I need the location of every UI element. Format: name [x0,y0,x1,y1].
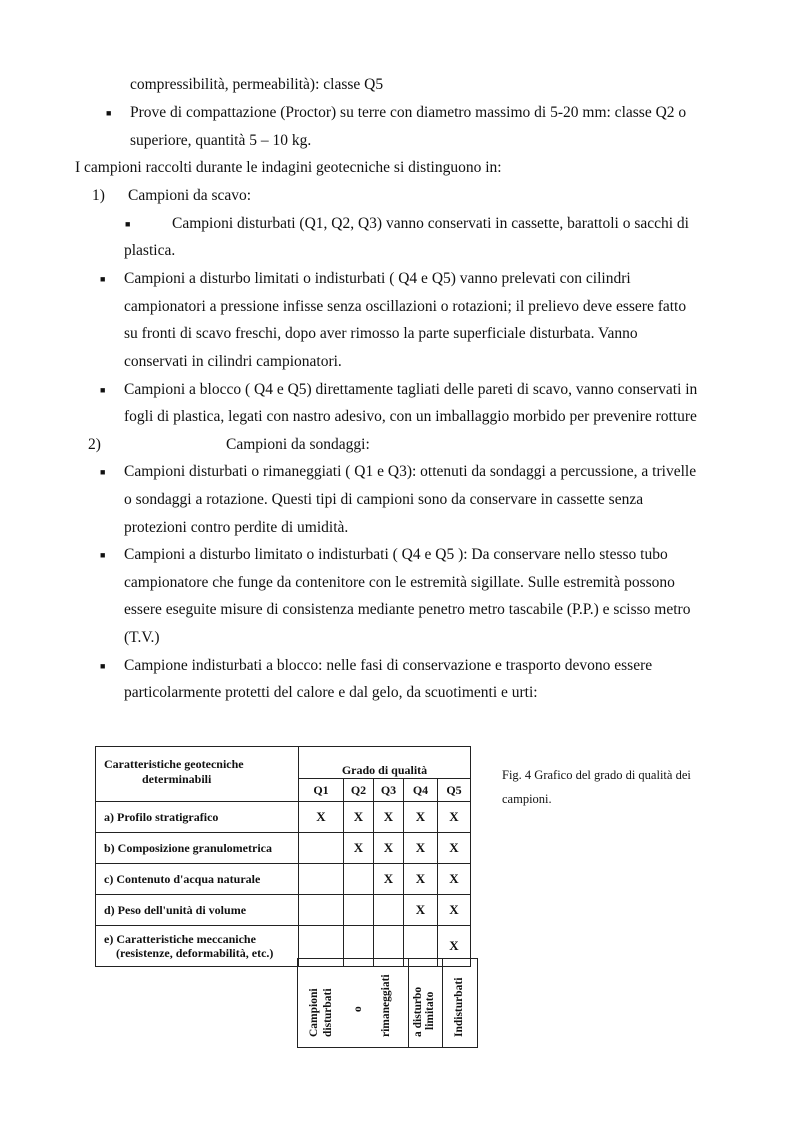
row-label [96,926,299,967]
text-line: superiore, quantità 5 – 10 kg. [130,132,312,149]
mark-cell [374,895,404,926]
criteria-header-line1: Caratteristiche geotecniche [104,757,244,771]
column-header: Q1 [299,779,344,802]
mark-cell: X [438,802,471,833]
mark-cell [299,833,344,864]
bullet-icon: ■ [100,385,106,395]
column-header: Q4 [404,779,438,802]
mark-cell: X [438,926,471,967]
text-line: essere eseguite misure di consistenza mediante penetro metro tascabile (P.P.) e scisso metro [124,601,691,618]
mark-cell: X [374,833,404,864]
column-header: Q2 [344,779,374,802]
text-line: particolarmente protetti del calore e dal gelo, da scuotimenti e urti: [124,684,538,701]
text-line: Campioni a disturbo limitato o indisturbati ( Q4 e Q5 ): Da conservare nello stesso tubo [124,546,668,563]
mark-cell [344,864,374,895]
row-label-line1: e) Caratteristiche meccaniche [104,932,256,946]
text-line: Campioni disturbati (Q1, Q2, Q3) vanno conservati in cassette, barattoli o sacchi di [172,215,689,232]
row-label: b) Composizione granulometrica [96,833,299,864]
table-row [96,833,471,864]
text-line: Campioni a disturbo limitati o indisturbati ( Q4 e Q5) vanno prelevati con cilindri [124,270,631,287]
column-header: Q5 [438,779,471,802]
bullet-icon: ■ [100,550,106,560]
mark-cell: X [344,802,374,833]
list-number: 1) [92,187,105,204]
row-label-line2: (resistenze, deformabilità, etc.) [116,946,274,960]
mark-cell: X [438,864,471,895]
mark-cell: X [404,864,438,895]
footer-divider [408,958,409,1047]
text-line: su fronti di scavo freschi, dopo aver rimosso la parte superficiale disturbata. Vanno [124,325,638,342]
criteria-header-line2: determinabili [142,772,212,786]
table-row [96,895,471,926]
bullet-icon: ■ [125,219,131,229]
bullet-icon: ■ [106,108,112,118]
mark-cell: X [374,864,404,895]
table-row [96,802,471,833]
text-line: Prove di compattazione (Proctor) su terre con diametro massimo di 5-20 mm: classe Q2 o [130,104,687,121]
row-label: d) Peso dell'unità di volume [96,895,299,926]
footer-label: disturbati [322,988,334,1037]
mark-cell [299,864,344,895]
footer-label: limitato [424,991,436,1030]
footer-label: Indisturbati [453,977,465,1037]
footer-label: Campioni [308,988,320,1037]
section-heading: Campioni da sondaggi: [226,436,370,453]
mark-cell: X [344,833,374,864]
criteria-header [96,747,299,802]
mark-cell: X [299,802,344,833]
text-line: o sondaggi a rotazione. Questi tipi di campioni sono da conservare in cassette senza [124,491,644,508]
text-line: (T.V.) [124,629,160,646]
text-line: Campione indisturbati a blocco: nelle fasi di conservazione e trasporto devono essere [124,657,653,674]
mark-cell: X [404,895,438,926]
row-label: c) Contenuto d'acqua naturale [96,864,299,895]
row-label: a) Profilo stratigrafico [96,802,299,833]
quality-header: Grado di qualità [299,747,471,779]
mark-cell: X [374,802,404,833]
footer-divider [442,958,443,1047]
column-header: Q3 [374,779,404,802]
text-line: plastica. [124,242,176,259]
text-line: Campioni a blocco ( Q4 e Q5) direttamente tagliati delle pareti di scavo, vanno conservati in [124,381,698,398]
list-number: 2) [88,436,101,453]
bullet-icon: ■ [100,661,106,671]
text-line: conservati in cilindri campionatori. [124,353,342,370]
footer-label: a disturbo [412,986,424,1037]
text-line: compressibilità, permeabilità): classe Q5 [130,76,384,93]
mark-cell: X [438,895,471,926]
section-heading: Campioni da scavo: [128,187,252,204]
mark-cell [299,895,344,926]
footer-label: rimaneggiati [380,974,392,1037]
text-line: protezioni contro perdite di umidità. [124,519,349,536]
text-line: fogli di plastica, legati con nastro adesivo, con un imballaggio morbido per prevenire rotture [124,408,697,425]
table-row [96,864,471,895]
mark-cell: X [438,833,471,864]
mark-cell: X [404,833,438,864]
text-line: I campioni raccolti durante le indagini geotecniche si distinguono in: [75,159,502,176]
text-line: campionatori a pressione infisse senza oscillazioni o rotazioni; il prelievo deve essere fatto [124,298,687,315]
text-line: campionatore che funge da contenitore con le estremità sigillate. Sulle estremità possono [124,574,675,591]
quality-table [95,746,471,967]
mark-cell [344,895,374,926]
mark-cell: X [404,802,438,833]
text-line: Campioni disturbati o rimaneggiati ( Q1 e Q3): ottenuti da sondaggi a percussione, a trivelle [124,463,697,480]
footer-label: o [352,1006,364,1012]
figure-caption: Fig. 4 Grafico del grado di qualità dei campioni. [502,768,691,806]
bullet-icon: ■ [100,467,106,477]
bullet-icon: ■ [100,274,106,284]
